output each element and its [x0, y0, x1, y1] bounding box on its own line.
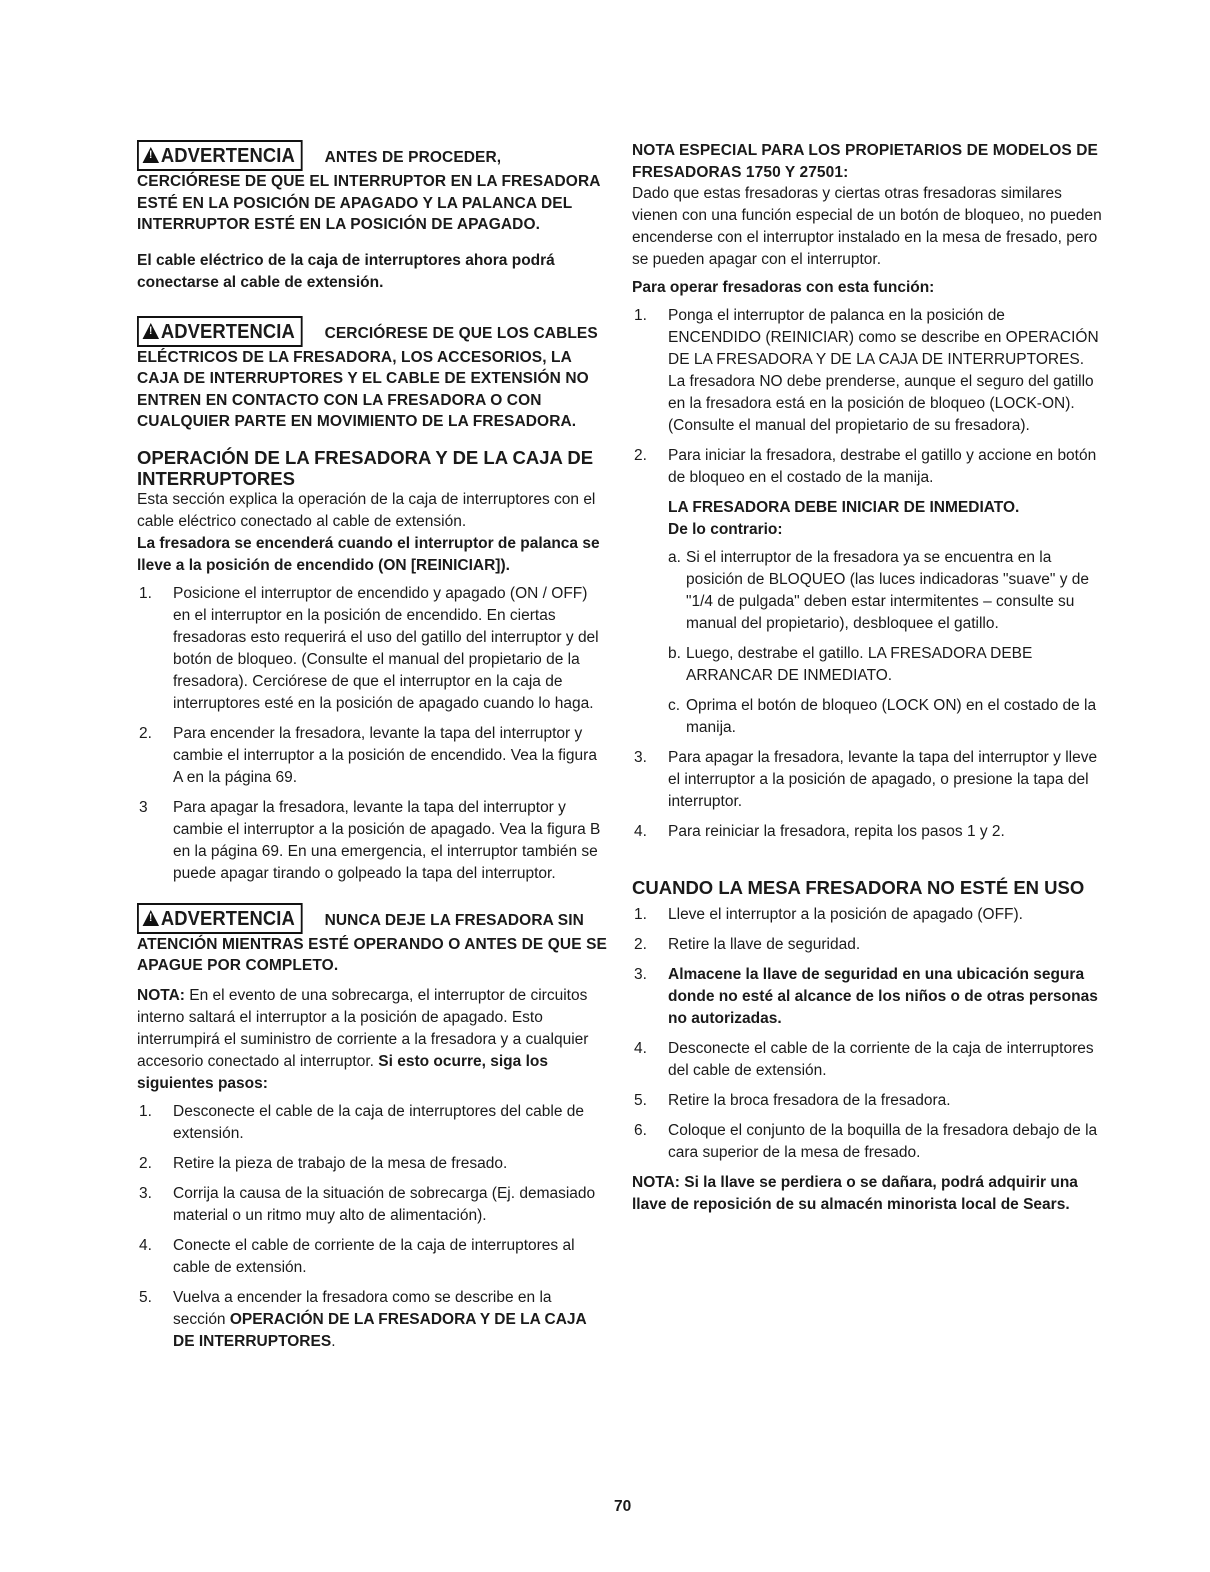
warning-block-3 — [137, 903, 607, 977]
list-item: 2. Para iniciar la fresadora, destrabe el gatillo y accione en botón de bloqueo en el costado de la manija. LA FRESADORA DEBE INICIAR DE INMEDIATO. De lo contrario: a. Si el interruptor de la fresadora ya se encuentra en la posición de BLOQUEO (las luces indicadoras "suave" y de "1/4 de pulgada" deben estar intermitentes – consulte su manual del propietario), desbloquee el gatillo. b. Luego, destrabe el gatillo. LA FRESADORA DEBE ARRANCAR DE INMEDIATO. c. Oprima el botón de bloqueo (LOCK ON) en el costado de la manija. — [632, 445, 1102, 739]
operation-steps — [137, 583, 607, 885]
list-item: 1. Desconecte el cable de la caja de interruptores del cable de extensión. — [139, 1102, 585, 1142]
operate-steps — [632, 305, 1102, 843]
warning-triangle-icon — [143, 910, 160, 926]
section-title-operation: OPERACIÓN DE LA FRESADORA Y DE LA CAJA DE INTERRUPTORES — [137, 446, 594, 489]
warning-text: SIN ATENCIÓN MIENTRAS ESTÉ OPERANDO O ANTES DE QUE SE APAGUE POR COMPLETO. — [137, 911, 607, 974]
section-intro: Esta sección explica la operación de la caja de interruptores con el cable eléctrico conectado al cable de extensión. — [137, 490, 596, 530]
list-item: 3 Para apagar la fresadora, levante la tapa del interruptor y cambie el interruptor a la posición de apagado. Vea la figura B en la página 69. En una emergencia, el interruptor también se puede apagar tirando o golpeado la tapa del interruptor. — [139, 798, 601, 882]
list-item: 2. Para encender la fresadora, levante la tapa del interruptor y cambie el interruptor a la posición de encendido. Vea la figura A en la página 69. — [139, 724, 597, 786]
overload-note: NOTA: En el evento de una sobrecarga, el interruptor de circuitos interno saltará el interruptor a la posición de apagado. Esto interrumpirá el suministro de corriente a la fresadora y a cualquier accesorio conectado al interruptor. Si esto ocurre, siga los siguientes pasos: — [137, 986, 589, 1092]
operate-lead: Para operar fresadoras con esta función: — [632, 279, 935, 296]
list-item: 2. Retire la pieza de trabajo de la mesa de fresado. — [139, 1154, 508, 1172]
list-item: 3. Almacene la llave de seguridad en una ubicación segura donde no esté al alcance de los niños o de otras personas no autorizadas. — [634, 966, 1098, 1027]
warning-badge: !ADVERTENCIA — [137, 316, 302, 347]
list-item: 1. Lleve el interruptor a la posición de apagado (OFF). — [634, 906, 1023, 923]
page-number: 70 — [614, 1498, 632, 1515]
list-item: 2. Retire la llave de seguridad. — [634, 936, 861, 953]
final-note: NOTA: Si la llave se perdiera o se dañara, podrá adquirir una llave de reposición de su almacén minorista local de Sears. — [632, 1174, 1078, 1213]
special-note-title: NOTA ESPECIAL PARA LOS PROPIETARIOS DE MODELOS DE FRESADORAS 1750 Y 27501: — [632, 142, 1098, 181]
warning-lead: NUNCA DEJE LA FRESADORA — [324, 911, 554, 929]
otherwise-label: De lo contrario: — [668, 521, 783, 538]
warning-badge: !ADVERTENCIA — [137, 140, 302, 171]
warning-text: CERCIÓRESE DE QUE EL INTERRUPTOR EN LA FRESADORA ESTÉ EN LA POSICIÓN DE APAGADO Y LA PALANCA DEL INTERRUPTOR ESTÉ EN LA POSICIÓN DE APAGADO. — [137, 173, 600, 233]
list-item: c. Oprima el botón de bloqueo (LOCK ON) en el costado de la manija. — [668, 697, 1097, 736]
list-item: 3. Para apagar la fresadora, levante la tapa del interruptor y lleve el interruptor a la posición de apagado, o presione la tapa del interruptor. — [634, 749, 1098, 810]
warning-badge: !ADVERTENCIA — [137, 903, 302, 934]
list-item: 5. Vuelva a encender la fresadora como se describe en la sección OPERACIÓN DE LA FRESADORA Y DE LA CAJA DE INTERRUPTORES. — [139, 1288, 587, 1350]
right-column — [632, 140, 1102, 1216]
list-item: 3. Corrija la causa de la situación de sobrecarga (Ej. demasiado material o un ritmo muy alto de alimentación). — [139, 1184, 596, 1224]
cable-note: El cable eléctrico de la caja de interruptores ahora podrá conectarse al cable de extensión. — [137, 251, 555, 291]
overload-steps — [137, 1101, 607, 1353]
list-item: 1. Ponga el interruptor de palanca en la posición de ENCENDIDO (REINICIAR) como se describe en OPERACIÓN DE LA FRESADORA Y DE LA CAJA DE INTERRUPTORES. La fresadora NO debe prenderse, aunque el seguro del gatillo en la fresadora está en la posición de bloqueo (LOCK-ON). (Consulte el manual del propietario de su fresadora). — [634, 307, 1099, 434]
list-item: 6. Coloque el conjunto de la boquilla de la fresadora debajo de la cara superior de la mesa de fresado. — [634, 1122, 1098, 1161]
warning-lead: ANTES DE PROCEDER, — [324, 149, 502, 166]
list-item: 4. Conecte el cable de corriente de la caja de interruptores al cable de extensión. — [139, 1236, 575, 1276]
left-column — [137, 140, 607, 1361]
section-bold-note: La fresadora se encenderá cuando el interruptor de palanca se lleve a la posición de encendido (ON [REINICIAR]). — [137, 534, 600, 574]
list-item: 1. Posicione el interruptor de encendido y apagado (ON / OFF) en el interruptor en la posición de encendido. En ciertas fresadoras esto requerirá el uso del gatillo del interruptor y del botón de bloqueo. (Consulte el manual del propietario de la fresadora). Cerciórese de que el interruptor en la caja de interruptores esté en la posición de apagado cuando lo haga. — [139, 584, 599, 712]
warning-block-2 — [137, 316, 607, 433]
warning-text: CABLES ELÉCTRICOS DE LA FRESADORA, LOS ACCESORIOS, LA CAJA DE INTERRUPTORES Y EL CABLE DE EXTENSIÓN NO ENTREN EN CONTACTO CON LA FRESADORA O CON CUALQUIER PARTE EN MOVIMIENTO DE LA FRESADORA. — [137, 324, 598, 430]
warning-triangle-icon — [143, 323, 160, 339]
list-item: b. Luego, destrabe el gatillo. LA FRESADORA DEBE ARRANCAR DE INMEDIATO. — [668, 645, 1033, 684]
operate-substeps — [668, 547, 1102, 739]
warning-block-1 — [137, 140, 607, 236]
special-note-text: Dado que estas fresadoras y ciertas otras fresadoras similares vienen con una función especial de un botón de bloqueo, no pueden encenderse con el interruptor instalado en la mesa de fresado, pero se pueden apagar con el interruptor. — [632, 185, 1102, 268]
must-start-note: LA FRESADORA DEBE INICIAR DE INMEDIATO. — [668, 499, 1020, 516]
list-item: 4. Para reiniciar la fresadora, repita los pasos 1 y 2. — [634, 823, 1005, 840]
section-title-not-in-use: CUANDO LA MESA FRESADORA NO ESTÉ EN USO — [632, 877, 1085, 898]
warning-triangle-icon — [143, 147, 160, 163]
list-item: a. Si el interruptor de la fresadora ya se encuentra en la posición de BLOQUEO (las luces indicadoras "suave" y de "1/4 de pulgada" deben estar intermitentes – consulte su manual del propietario), desbloquee el gatillo. — [668, 549, 1090, 632]
warning-lead: CERCIÓRESE DE QUE LOS — [324, 324, 530, 342]
not-in-use-steps — [632, 904, 1102, 1164]
list-item: 5. Retire la broca fresadora de la fresadora. — [634, 1092, 951, 1109]
list-item: 4. Desconecte el cable de la corriente de la caja de interruptores del cable de extensión. — [634, 1040, 1094, 1079]
